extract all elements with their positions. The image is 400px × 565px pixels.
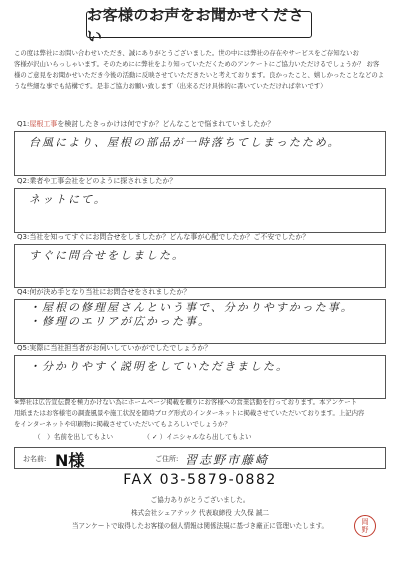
answer-4: ・屋根の修理屋さんという事で、分かりやすかった事。 ・修理のエリアが広かった事。 <box>29 301 354 328</box>
fax-number: FAX 03-5879-0882 <box>123 472 277 488</box>
answer-1: 台風により、屋根の部品が一時落ちてしまったため。 <box>29 136 341 149</box>
customer-address: 習志野市藤崎 <box>185 453 270 467</box>
answer-box-5 <box>14 355 386 399</box>
intro-text: この度は弊社にお問い合わせいただき、誠にありがとうございました。世の中には弊社の存在やサービスをご存知ないお 客様が沢山いらっしゃいます。そのためにに弊社をより知っていただくためのアンケートにご協力いただけるでしょうか？ お客 様のご意見をお聞かせいただき今後の活動に反映させていただきたいと考えております。良かったこと、嬉しかったことなどのよ うな些細な事でも結構です。是非ご協力お願い致します（出来るだけ具体的に書いていただければ幸いです） <box>14 49 385 90</box>
publication-note: ※弊社は広告宣伝費を極力かけない為にホームページ掲載を頼りにお客様への営業活動を行っております。本アンケート 用紙またはお客様宅の調査風景や施工状況を随時ブログ形式のインターネットに掲載させていただいております。上記内容 をインターネットや印刷物に掲載させていただいてもよろしいでしょうか？ <box>14 398 365 428</box>
address-label: ご住所: <box>155 455 179 463</box>
answer-box-2 <box>14 188 386 233</box>
option-initial-ok[interactable]: （ ✓ ）イニシャルなら出してもよい <box>143 433 252 441</box>
answer-2: ネットにて。 <box>29 193 107 206</box>
answer-5: ・分かりやすく説明をしていただきました。 <box>29 360 289 373</box>
question-2: Q2:業者や工事会社をどのように探されましたか？ <box>17 177 177 185</box>
footer-thanks: ご協力ありがとうございました。 <box>150 496 250 504</box>
footer-privacy: 当アンケートで取得したお客様の個人情報は関係法規に基づき厳正に管理いたします。 <box>71 522 329 530</box>
footer-company: 株式会社シェアテック 代表取締役 大久保 誠二 <box>130 509 270 517</box>
answer-box-4 <box>14 299 386 344</box>
customer-name: N様 <box>55 451 85 470</box>
answer-3: すぐに問合せをしました。 <box>29 249 185 262</box>
question-5: Q5:実際に当社担当者がお伺いしていかがでしたでしょうか？ <box>17 344 212 352</box>
question-4: Q4:何が決め手となり当社にお問合せをされましたか？ <box>17 288 191 296</box>
seal-stamp: 岡 野 <box>354 515 376 537</box>
option-name-ok[interactable]: （ ）名前を出してもよい <box>34 433 114 441</box>
permission-options <box>34 431 252 441</box>
question-3: Q3:当社を知ってすぐにお問合せをしましたか？どんな事が心配でしたか？ご不安でしたか？ <box>17 233 310 241</box>
answer-box-3 <box>14 244 386 288</box>
name-box <box>14 447 386 469</box>
question-1: Q1:屋根工事を検討したきっかけは何ですか？どんなことで悩まれていましたか？ <box>17 120 275 128</box>
answer-box-1 <box>14 131 386 176</box>
name-label: お名前: <box>23 455 47 463</box>
page-title: お客様のお声をお聞かせください <box>86 11 312 38</box>
